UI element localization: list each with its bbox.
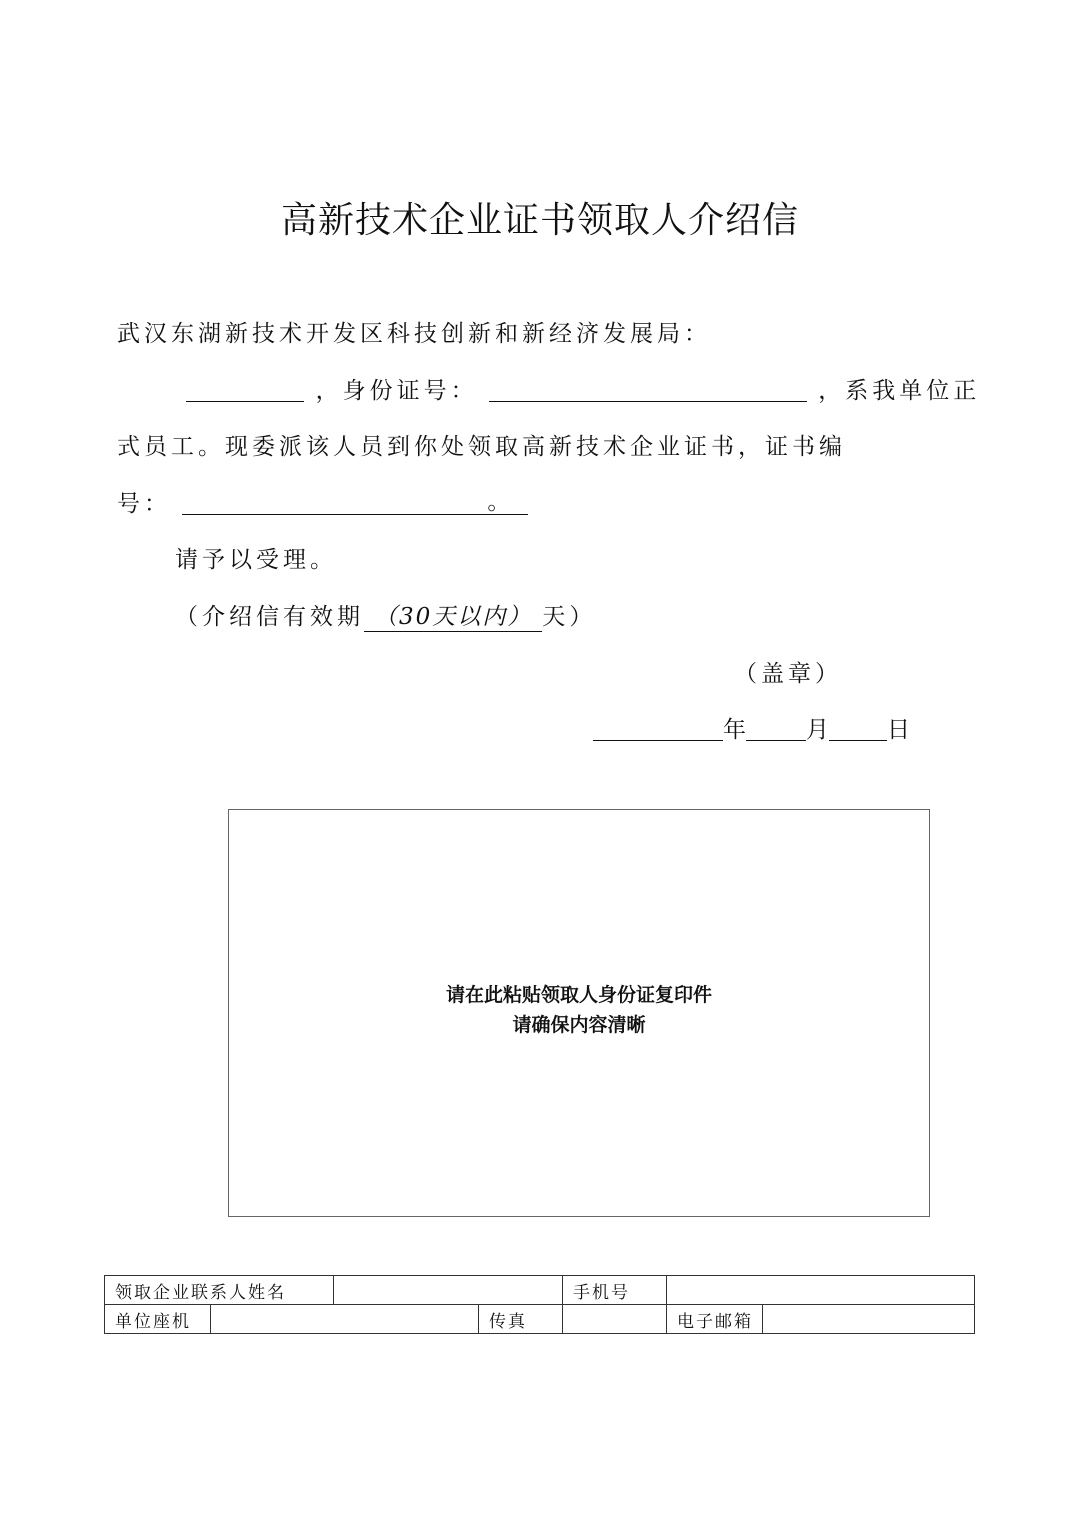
- fax-label: 传真: [479, 1305, 563, 1334]
- table-row: [105, 1276, 975, 1305]
- id-copy-paste-area: [228, 809, 930, 1217]
- body-line-1-tail: ，系我单位正: [818, 378, 981, 404]
- validity-suffix: 天）: [542, 604, 597, 630]
- body-line-3: [117, 485, 528, 518]
- day-blank[interactable]: [829, 716, 887, 741]
- id-number-blank[interactable]: [489, 377, 807, 402]
- employee-name-blank[interactable]: [186, 377, 304, 402]
- paste-instructions: [229, 980, 929, 1040]
- month-blank[interactable]: [746, 716, 806, 741]
- paste-instruction-line-1: 请在此粘贴领取人身份证复印件: [445, 984, 712, 1006]
- certificate-number-blank[interactable]: [182, 490, 528, 515]
- month-label: 月: [806, 717, 829, 743]
- contact-name-label: 领取企业联系人姓名: [105, 1276, 334, 1305]
- mobile-label: 手机号: [563, 1276, 667, 1305]
- body-line-2: 式员工。现委派该人员到你处领取高新技术企业证书，证书编: [117, 434, 846, 460]
- validity-line: [175, 598, 596, 631]
- day-label: 日: [887, 717, 910, 743]
- request-text: 请予以受理。: [175, 547, 337, 573]
- body-line-1: [117, 372, 980, 405]
- email-label: 电子邮箱: [667, 1305, 763, 1334]
- certificate-number-label: 号：: [117, 491, 171, 517]
- page-title: 高新技术企业证书领取人介绍信: [280, 200, 799, 241]
- table-row: [105, 1305, 975, 1334]
- validity-value: （30天以内）: [364, 604, 542, 632]
- fax-field[interactable]: [563, 1305, 667, 1334]
- landline-label: 单位座机: [105, 1305, 211, 1334]
- landline-field[interactable]: [211, 1305, 479, 1334]
- stamp-label: （盖章）: [734, 661, 842, 687]
- period-mark: 。: [487, 489, 515, 515]
- paste-instruction-line-2: 请确保内容清晰: [512, 1014, 646, 1036]
- id-number-label: ，身份证号：: [315, 378, 478, 404]
- mobile-field[interactable]: [667, 1276, 975, 1305]
- year-label: 年: [723, 717, 746, 743]
- validity-prefix: （介绍信有效期: [175, 604, 364, 630]
- contact-name-field[interactable]: [334, 1276, 563, 1305]
- email-field[interactable]: [763, 1305, 975, 1334]
- contact-info-table: [104, 1275, 975, 1334]
- year-blank[interactable]: [593, 716, 723, 741]
- date-line: [593, 711, 910, 744]
- salutation: 武汉东湖新技术开发区科技创新和新经济发展局：: [117, 321, 711, 347]
